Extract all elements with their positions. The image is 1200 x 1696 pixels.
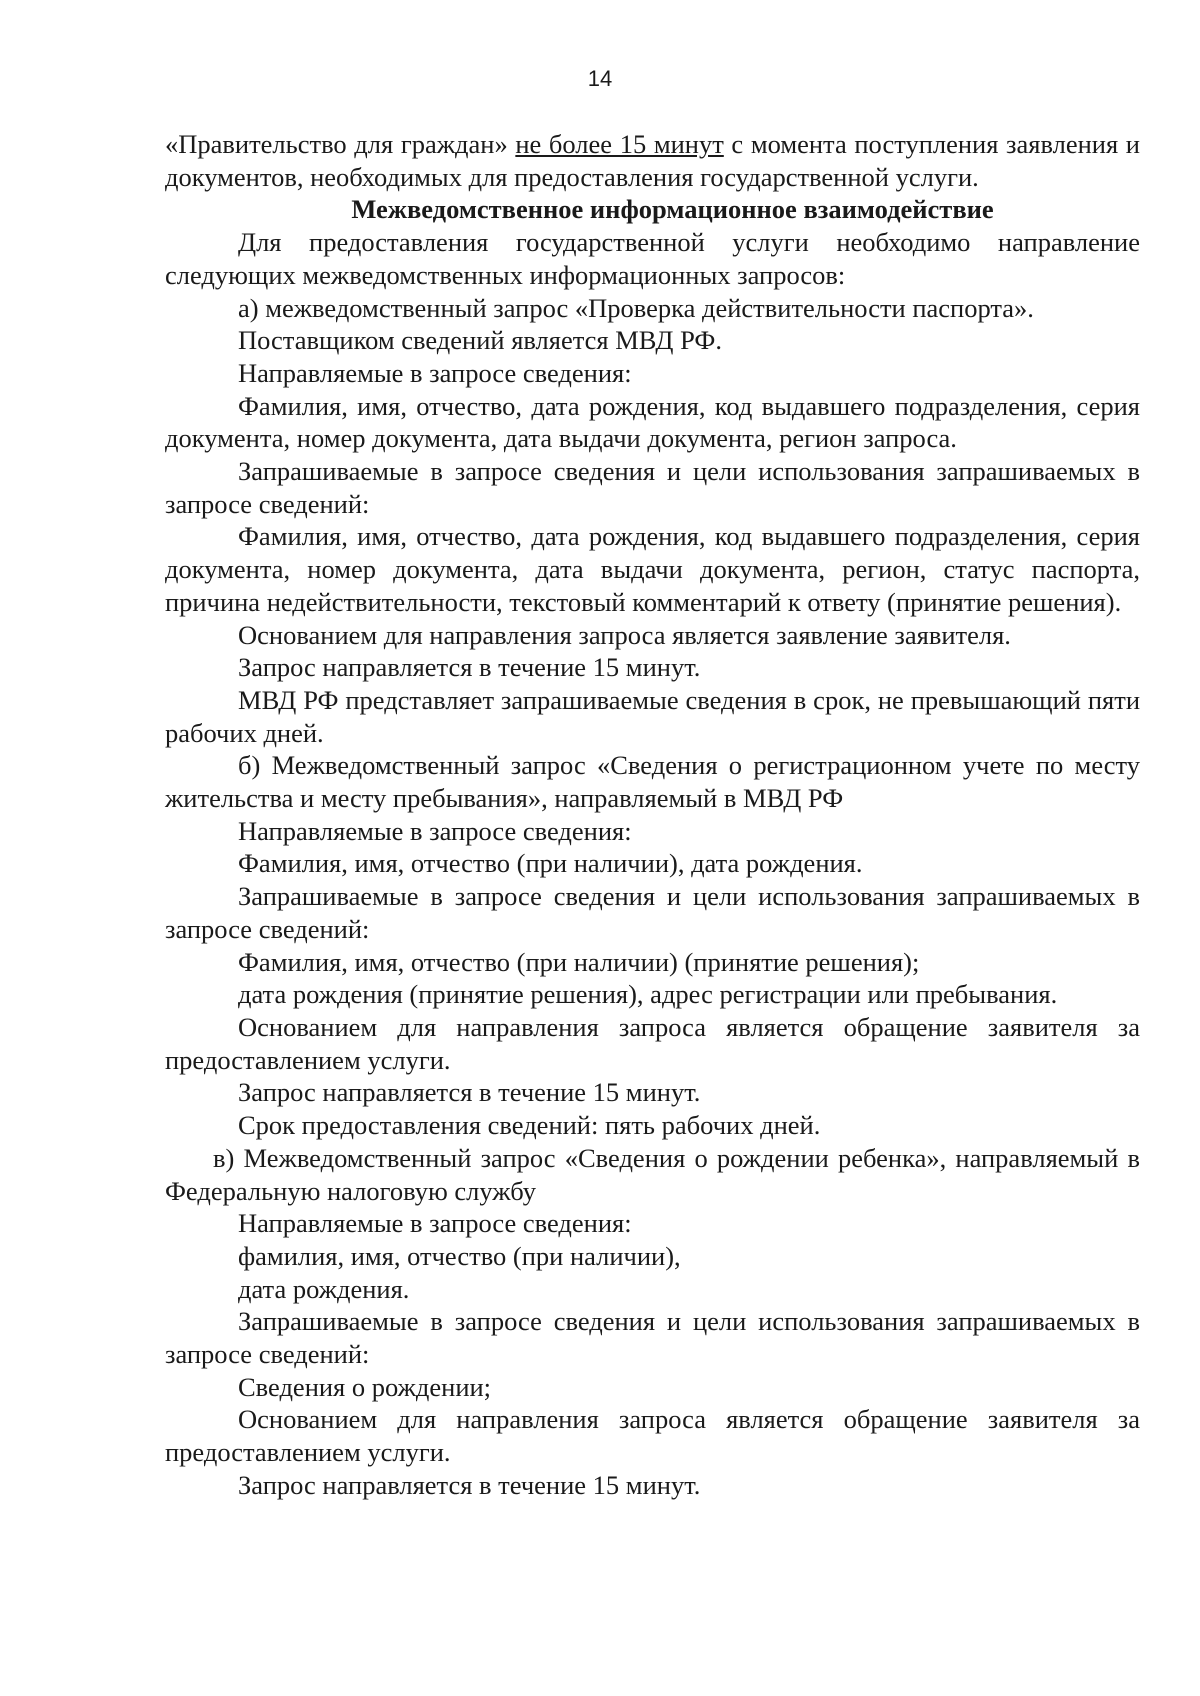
request-b-requested-1: Фамилия, имя, отчество (при наличии) (принятие решения); bbox=[238, 946, 920, 977]
request-a-sent: Фамилия, имя, отчество, дата рождения, код выдавшего подразделения, серия документа, номер документа, дата выдачи документа, регион запроса. bbox=[165, 390, 1140, 454]
request-a-response: МВД РФ представляет запрашиваемые сведения в срок, не превышающий пяти рабочих дней. bbox=[165, 684, 1140, 748]
request-a-term: Запрос направляется в течение 15 минут. bbox=[238, 652, 701, 683]
request-a-sent-label: Направляемые в запросе сведения: bbox=[238, 357, 632, 388]
request-c-sent-2: дата рождения. bbox=[238, 1273, 410, 1304]
request-a-title: а) межведомственный запрос «Проверка действительности паспорта». bbox=[238, 292, 1034, 323]
request-b-title: б) Межведомственный запрос «Сведения о регистрационном учете по месту жительства и месту пребывания», направляемый в МВД РФ bbox=[165, 750, 1140, 814]
request-c-requested-label: Запрашиваемые в запросе сведения и цели использования запрашиваемых в запросе сведений: bbox=[165, 1306, 1140, 1370]
request-b-sent: Фамилия, имя, отчество (при наличии), дата рождения. bbox=[238, 848, 863, 879]
request-c-sent-label: Направляемые в запросе сведения: bbox=[238, 1208, 632, 1239]
request-b-requested-2: дата рождения (принятие решения), адрес регистрации или пребывания. bbox=[238, 979, 1058, 1010]
underlined-text: не более 15 минут bbox=[515, 129, 724, 159]
text-span: с момента поступления заявления и документов, необходимых для предоставления государственной услуги. bbox=[165, 129, 1140, 192]
request-c-term: Запрос направляется в течение 15 минут. bbox=[238, 1469, 701, 1500]
request-a-provider: Поставщиком сведений является МВД РФ. bbox=[238, 325, 722, 356]
request-b-requested-label: Запрашиваемые в запросе сведения и цели использования запрашиваемых в запросе сведений: bbox=[165, 881, 1140, 944]
document-body bbox=[165, 128, 1140, 1502]
request-b-basis: Основанием для направления запроса является обращение заявителя за предоставлением услуги. bbox=[165, 1011, 1140, 1075]
request-b-response: Срок предоставления сведений: пять рабочих дней. bbox=[238, 1110, 821, 1141]
request-a-requested-label: Запрашиваемые в запросе сведения и цели использования запрашиваемых в запросе сведений: bbox=[165, 456, 1140, 519]
page-number: 14 bbox=[587, 66, 613, 91]
text-span: «Правительство для граждан» bbox=[165, 129, 516, 159]
request-b-sent-label: Направляемые в запросе сведения: bbox=[238, 815, 632, 846]
intro-paragraph: Для предоставления государственной услуги необходимо направление следующих межведомственных информационных запросов: bbox=[165, 227, 1140, 290]
request-a-basis: Основанием для направления запроса является заявление заявителя. bbox=[238, 619, 1011, 650]
request-a-requested: Фамилия, имя, отчество, дата рождения, код выдавшего подразделения, серия документа, номер документа, дата выдачи документа, регион, статус паспорта, причина недействительности, текстовый комментарий к ответу (принятие решения). bbox=[165, 521, 1140, 617]
request-c-requested: Сведения о рождении; bbox=[238, 1371, 492, 1402]
request-c-basis: Основанием для направления запроса является обращение заявителя за предоставлением услуги. bbox=[165, 1404, 1140, 1468]
request-c-title: в) Межведомственный запрос «Сведения о рождении ребенка», направляемый в Федеральную налоговую службу bbox=[165, 1142, 1140, 1206]
request-b-term: Запрос направляется в течение 15 минут. bbox=[238, 1077, 701, 1108]
paragraph-continuation bbox=[165, 128, 1140, 193]
request-c-sent-1: фамилия, имя, отчество (при наличии), bbox=[238, 1240, 681, 1271]
section-heading: Межведомственное информационное взаимодействие bbox=[351, 194, 994, 225]
